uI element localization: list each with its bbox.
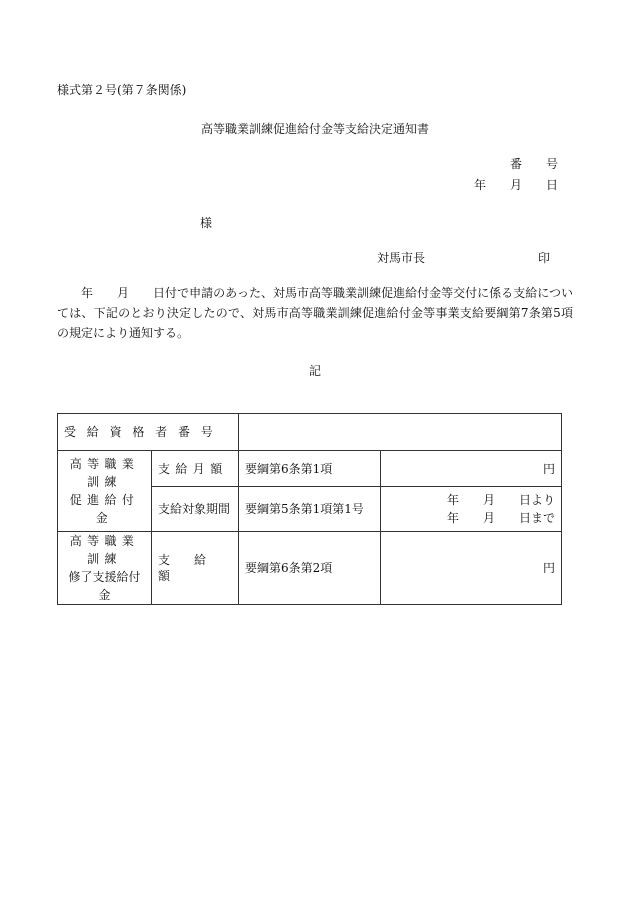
issuer-name: 対馬市長: [377, 251, 426, 265]
table-row: [58, 414, 562, 451]
payment-period-basis: 要綱第5条第1項第1号: [239, 487, 381, 532]
seal-mark: 印: [537, 251, 550, 265]
monthly-amount-basis: 要綱第6条第1項: [239, 451, 381, 487]
notice-body: 年 月 日付で申請のあった、対馬市高等職業訓練促進給付金等交付に係る支給については、下記のとおり決定したので、対馬市高等職業訓練促進給付金等事業支給要綱第7条第5項の規定により通知する。: [57, 286, 573, 340]
recipient-number-label: 受給資格者番号: [58, 414, 239, 451]
table-row: [58, 532, 562, 605]
document-date-label: 年 月 日: [473, 178, 558, 192]
payment-table: [57, 413, 562, 605]
completion-amount-label: 支 給 額: [152, 532, 239, 605]
completion-amount-value: 円: [381, 532, 562, 605]
payment-period-from: 年 月 日より: [447, 493, 556, 507]
ki-heading: 記: [308, 364, 321, 378]
form-label: 様式第２号(第７条関係): [57, 83, 187, 97]
recipient-number-value: [239, 414, 562, 451]
document-number-label: 番 号: [509, 157, 558, 171]
group2-label-line1: 高等職業訓練: [69, 534, 140, 566]
monthly-amount-value: 円: [381, 451, 562, 487]
group1-label-line1: 高等職業訓練: [69, 457, 140, 489]
group1-label-line2: 促進給付金: [69, 493, 140, 525]
addressee-suffix: 様: [200, 216, 213, 230]
group2-label: [58, 532, 152, 605]
group1-label: [58, 451, 152, 532]
completion-amount-basis: 要綱第6条第2項: [239, 532, 381, 605]
group2-label-line2: 修了支援給付金: [68, 570, 141, 602]
payment-period-value: [381, 487, 562, 532]
table-row: [58, 451, 562, 487]
document-title: 高等職業訓練促進給付金等支給決定通知書: [200, 122, 429, 136]
payment-period-label: 支給対象期間: [152, 487, 239, 532]
monthly-amount-label: 支給月額: [152, 451, 239, 487]
payment-period-to: 年 月 日まで: [447, 511, 556, 525]
